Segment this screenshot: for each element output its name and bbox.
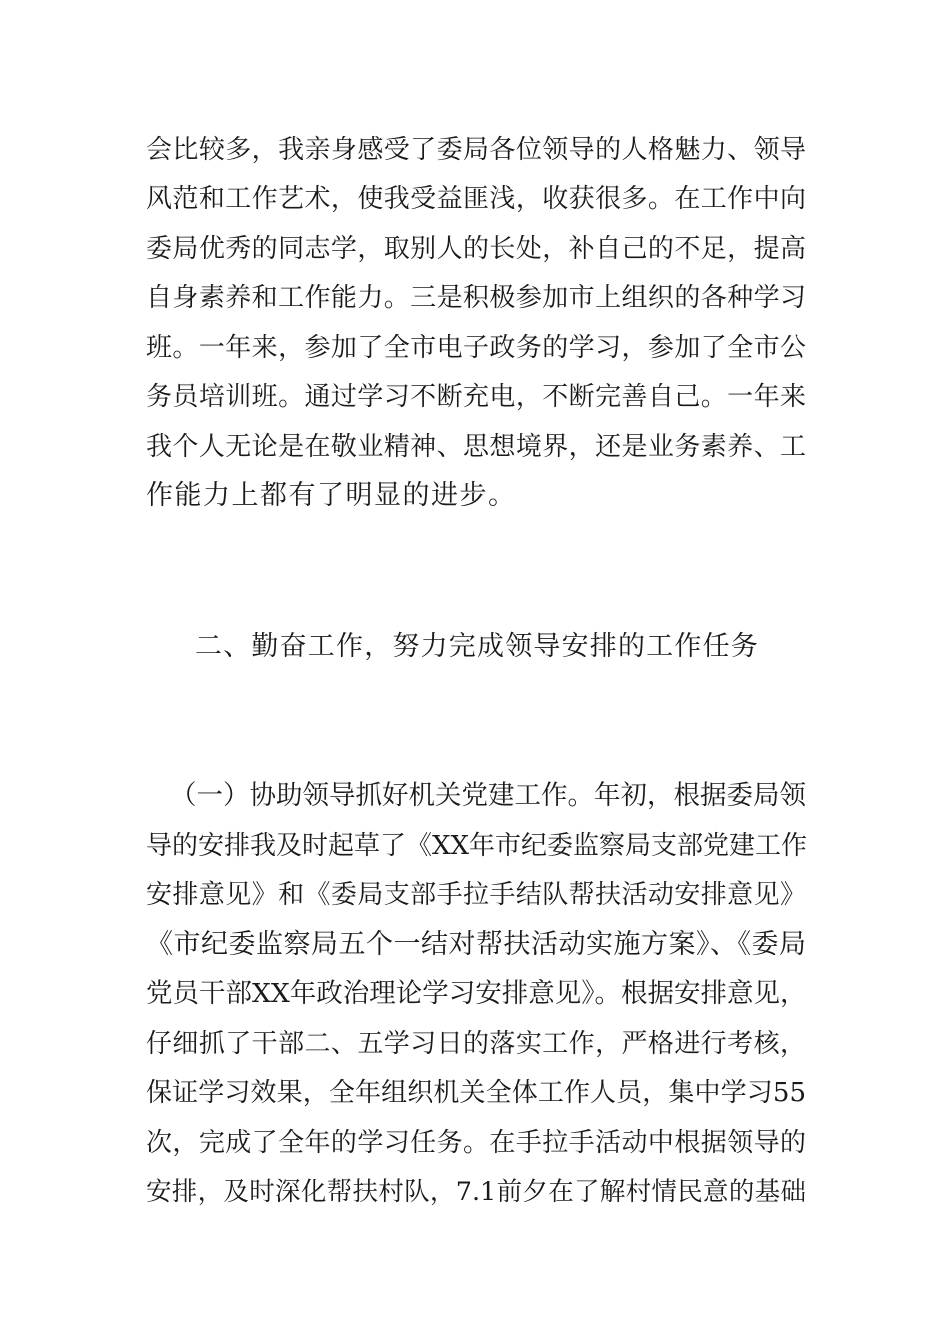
paragraph-line: 党员干部XX年政治理论学习安排意见》。根据安排意见， [146,978,807,1009]
paragraph-line: 务员培训班。通过学习不断充电，不断完善自己。一年来 [146,382,806,412]
paragraph-line: 风范和工作艺术，使我受益匪浅，收获很多。在工作中向 [146,184,806,214]
paragraph-line: 委局优秀的同志学，取别人的长处，补自己的不足，提高 [146,234,806,264]
paragraph-line: 班。一年来，参加了全市电子政务的学习，参加了全市公 [146,333,806,363]
paragraph-line: （一）协助领导抓好机关党建工作。年初，根据委局领 [170,780,806,811]
section-heading: 二、勤奋工作，努力完成领导安排的工作任务 [195,631,759,662]
paragraph-line: 导的安排我及时起草了《XX年市纪委监察局支部党建工作 [146,831,808,861]
paragraph-line: 仔细抓了干部二、五学习日的落实工作，严格进行考核， [146,1029,806,1059]
paragraph-line: 次，完成了全年的学习任务。在手拉手活动中根据领导的 [146,1128,806,1158]
paragraph-line: 安排，及时深化帮扶村队，7.1前夕在了解村情民意的基础 [146,1177,806,1207]
paragraph-line: 《市纪委监察局五个一结对帮扶活动实施方案》、《委局 [146,929,807,960]
paragraph-line: 自身素养和工作能力。三是积极参加市上组织的各种学习 [146,283,806,313]
paragraph-line: 我个人无论是在敬业精神、思想境界，还是业务素养、工 [146,432,806,462]
paragraph-line: 安排意见》和《委局支部手拉手结队帮扶活动安排意见》 [146,880,806,910]
paragraph-line: 保证学习效果，全年组织机关全体工作人员，集中学习55 [146,1078,806,1108]
paragraph-line: 会比较多，我亲身感受了委局各位领导的人格魅力、领导 [146,135,806,165]
paragraph-line: 作能力上都有了明显的进步。 [146,480,517,511]
